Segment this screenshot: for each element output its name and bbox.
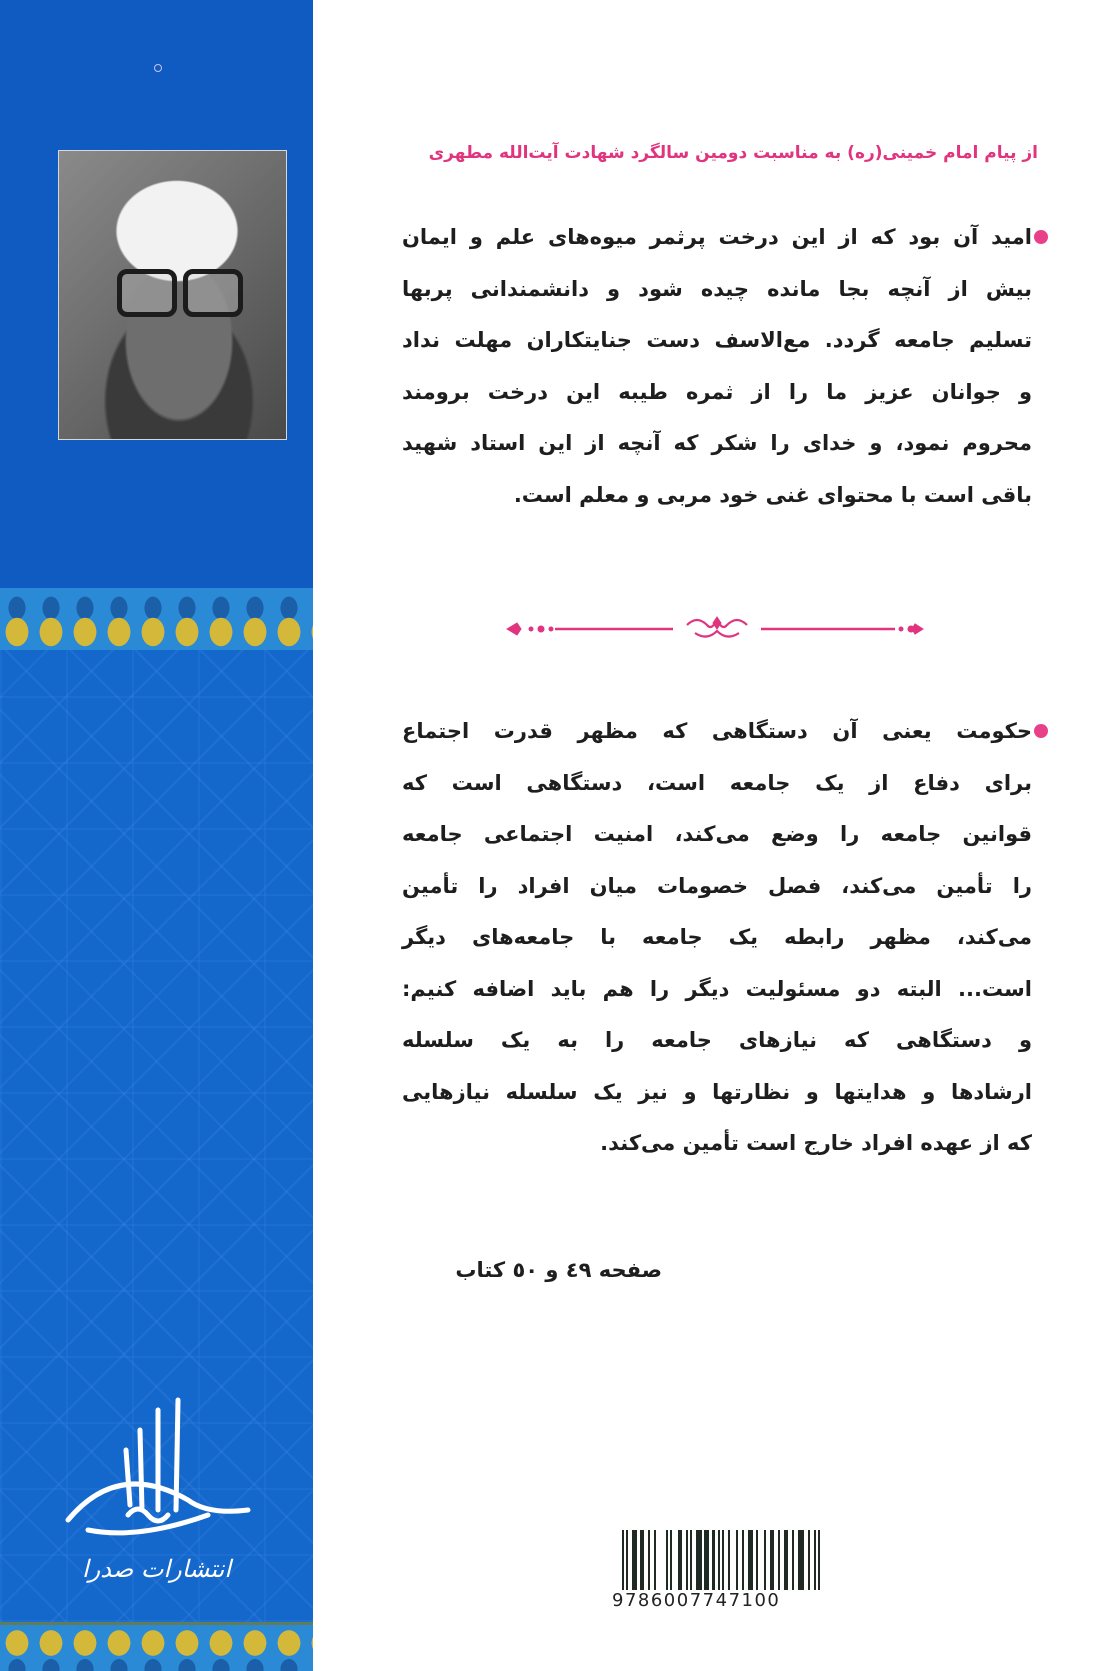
portrait-glasses-right [183, 269, 243, 317]
text-line: امید آن بود که از این درخت پرثمر میوه‌های علم و ایمان [402, 225, 1032, 249]
publisher-name: انتشارات صدرا [81, 1555, 232, 1583]
text-line: محروم نمود، و خدای را شکر که آنچه از این استاد شهید [402, 431, 1032, 455]
quote-heading: از پیام امام خمینی(ره) به مناسبت دومین سالگرد شهادت آیت‌الله مطهری [428, 143, 1038, 163]
text-line: حکومت یعنی آن دستگاهی که مظهر قدرت اجتماع [402, 719, 1032, 743]
text-line: بیش از آنچه بجا مانده چیده شود و دانشمندانی پربها [402, 276, 1032, 301]
text-line: است... البته دو مسئولیت دیگر را هم باید اضافه کنیم: [402, 976, 1032, 1001]
quote-paragraph-1 [402, 212, 1032, 521]
text-line: قوانین جامعه را وضع می‌کند، امنیت اجتماعی جامعه [402, 822, 1032, 846]
text-line: را تأمین می‌کند، فصل خصومات میان افراد را تأمین [402, 873, 1032, 898]
ornamental-border-top [0, 588, 313, 653]
text-line: می‌کند، مظهر رابطه یک جامعه با جامعه‌های دیگر [402, 925, 1032, 949]
ornamental-divider-icon [505, 615, 925, 643]
author-portrait [58, 150, 287, 440]
text-line: و دستگاهی که نیازهای جامعه را به یک سلسله [402, 1028, 1032, 1052]
text-line: ارشادها و هدایتها و نظارتها و نیز یک سلسله نیازهایی [402, 1079, 1032, 1104]
small-circle-mark [154, 64, 162, 72]
isbn-number: 9786007747100 [612, 1590, 830, 1612]
text-line: که از عهده افراد خارج است تأمین می‌کند. [600, 1131, 1032, 1155]
pink-bullet-icon [1034, 230, 1048, 244]
pink-bullet-icon [1034, 724, 1048, 738]
text-line: و جوانان عزیز ما را از ثمره طیبه این درخت برومند [402, 379, 1032, 404]
quote-paragraph-2 [402, 706, 1032, 1170]
text-line: برای دفاع از یک جامعه است، دستگاهی است که [402, 770, 1032, 795]
text-line: باقی است با محتوای غنی خود مربی و معلم است. [513, 482, 1032, 507]
source-reference: صفحه ٤٩ و ٥٠ کتاب [455, 1258, 662, 1282]
ornamental-border-bottom [0, 1622, 313, 1671]
portrait-glasses-left [117, 269, 177, 317]
text-line: تسلیم جامعه گردد. مع‌الاسف دست جنایتکاران مهلت نداد [402, 328, 1032, 352]
left-blue-panel [0, 0, 313, 1671]
isbn-barcode [612, 1530, 830, 1614]
